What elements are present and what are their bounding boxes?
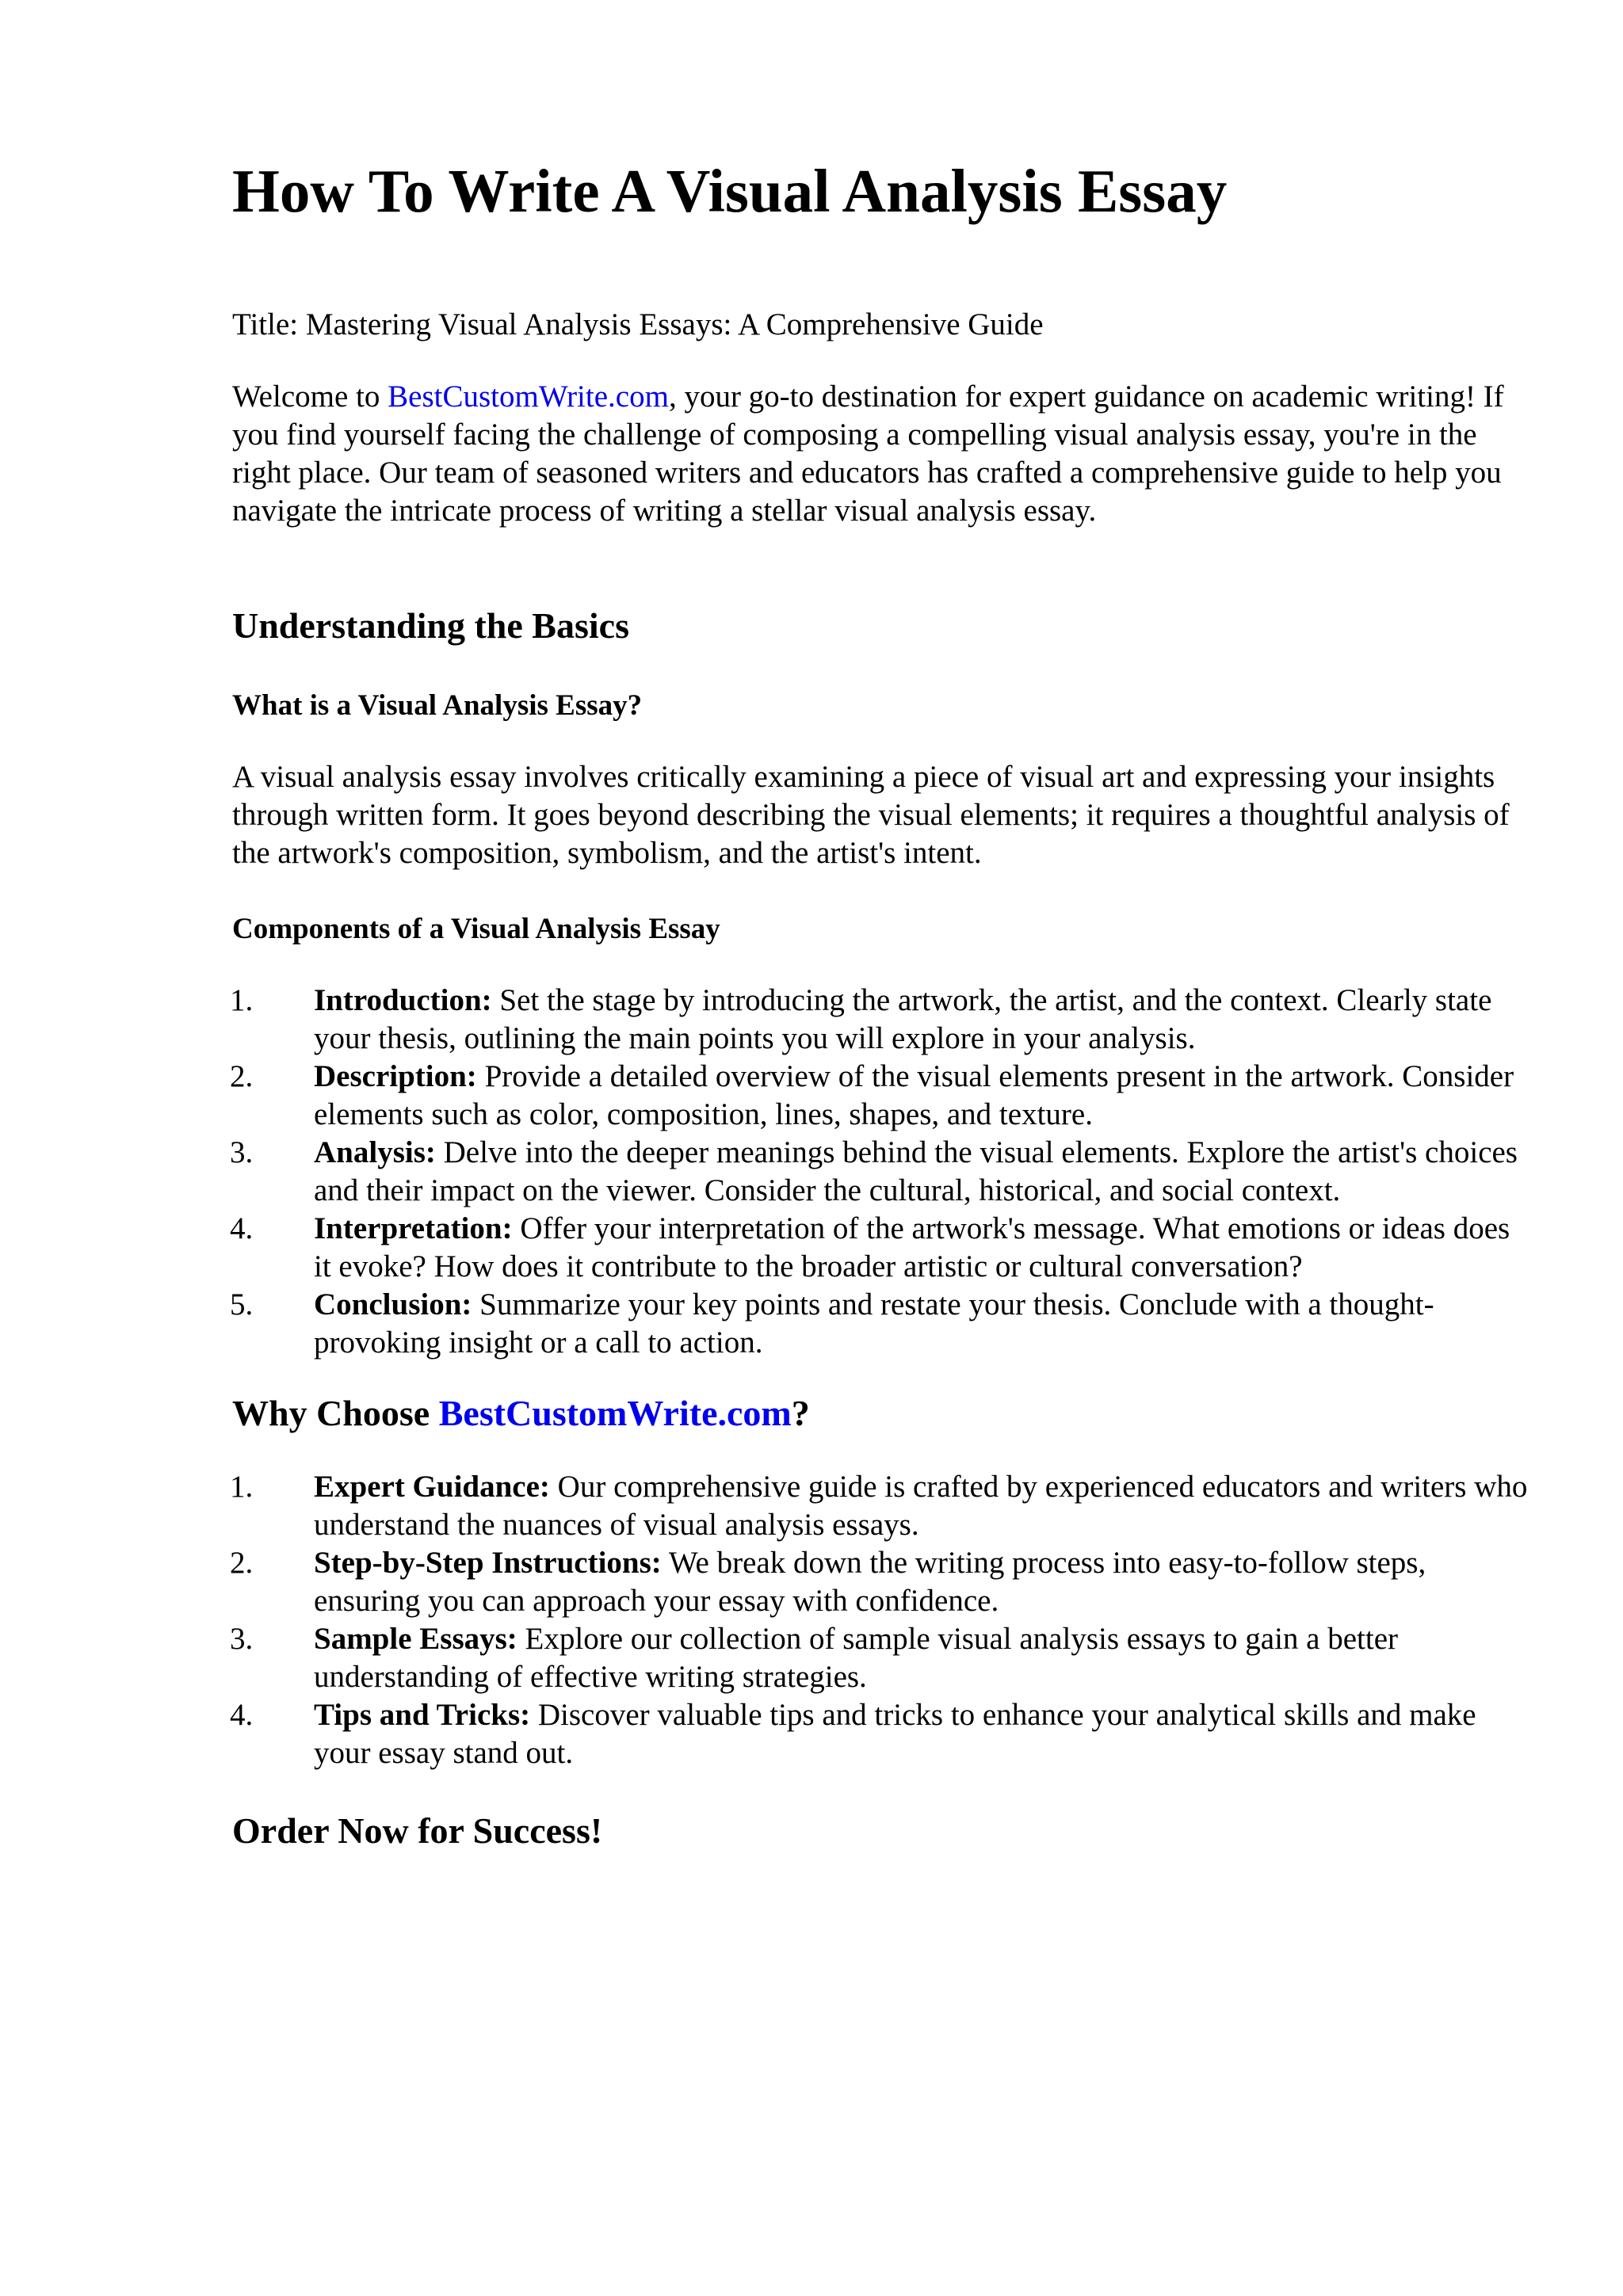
intro-prefix: Welcome to (232, 379, 388, 414)
list-item-text: Offer your interpretation of the artwork's message. What emotions or ideas does it evoke? How does it contribute to the broader artistic or cultural conversation? (314, 1211, 1510, 1283)
list-item: 2. Step-by-Step Instructions: We break down the writing process into easy-to-follow steps, ensuring you can approach your essay with confidence. (230, 1546, 1426, 1618)
list-item-text: Summarize your key points and restate your thesis. Conclude with a thought-provoking insight or a call to action. (314, 1287, 1434, 1360)
list-item: 4. Tips and Tricks: Discover valuable tips and tricks to enhance your analytical skills and make your essay stand out. (230, 1698, 1476, 1770)
reasons-list (232, 1468, 1532, 1772)
list-item-label: Description: (314, 1059, 477, 1093)
list-item-label: Sample Essays: (314, 1622, 517, 1656)
list-item-text: Discover valuable tips and tricks to enhance your analytical skills and make your essay stand out. (314, 1698, 1476, 1770)
list-item-label: Interpretation: (314, 1211, 513, 1245)
components-list (232, 982, 1532, 1362)
list-item-text: Delve into the deeper meanings behind the visual elements. Explore the artist's choices and their impact on the viewer. Consider the cultural, historical, and social context. (314, 1135, 1518, 1207)
list-item-text: Our comprehensive guide is crafted by experienced educators and writers who understand the nuances of visual analysis essays. (314, 1470, 1528, 1542)
list-item-label: Analysis: (314, 1135, 436, 1169)
list-item: 1. Introduction: Set the stage by introducing the artwork, the artist, and the context. Clearly state your thesis, outlining the main points you will explore in your analysis. (230, 983, 1492, 1055)
heading-order-now: Order Now for Success! (232, 1810, 603, 1851)
heading-why-choose (232, 1391, 810, 1436)
list-item: 3. Sample Essays: Explore our collection of sample visual analysis essays to gain a better understanding of effective writing strategies. (230, 1622, 1398, 1694)
why-heading-prefix: Why Choose (232, 1393, 439, 1433)
list-item-label: Conclusion: (314, 1287, 472, 1322)
list-item-label: Step-by-Step Instructions: (314, 1546, 662, 1580)
subheading-what-is: What is a Visual Analysis Essay? (232, 689, 643, 722)
list-item-text: Explore our collection of sample visual analysis essays to gain a better understanding of effective writing strategies. (314, 1622, 1398, 1694)
intro-paragraph (232, 378, 1532, 530)
list-item: 1. Expert Guidance: Our comprehensive guide is crafted by experienced educators and writers who understand the nuances of visual analysis essays. (230, 1470, 1528, 1542)
why-heading-site-link[interactable]: BestCustomWrite.com (438, 1393, 792, 1433)
subheading-components: Components of a Visual Analysis Essay (232, 913, 720, 945)
list-item-text: Set the stage by introducing the artwork, the artist, and the context. Clearly state your thesis, outlining the main points you will explore in your analysis. (314, 983, 1492, 1055)
intro-site-link[interactable]: BestCustomWrite.com (388, 379, 669, 414)
page-title: How To Write A Visual Analysis Essay (232, 157, 1228, 225)
intro-rest: , your go-to destination for expert guidance on academic writing! If you find yourself facing the challenge of composing a compelling visual analysis essay, you're in the right place. Our team of seasoned writers and educators has crafted a comprehensive guide to help you navigate the intricate process of writing a stellar visual analysis essay. (232, 379, 1504, 528)
heading-understanding-basics: Understanding the Basics (232, 605, 629, 646)
subtitle-line: Title: Mastering Visual Analysis Essays: A Comprehensive Guide (232, 307, 1044, 341)
list-item: 5. Conclusion: Summarize your key points and restate your thesis. Conclude with a thought-provoking insight or a call to action. (230, 1287, 1434, 1360)
list-item-label: Expert Guidance: (314, 1470, 550, 1504)
why-heading-suffix: ? (791, 1393, 810, 1433)
list-item-label: Tips and Tricks: (314, 1698, 531, 1732)
list-item: 2. Description: Provide a detailed overview of the visual elements present in the artwork. Consider elements such as color, composition, lines, shapes, and texture. (230, 1059, 1514, 1131)
what-is-paragraph: A visual analysis essay involves critically examining a piece of visual art and expressing your insights through written form. It goes beyond describing the visual elements; it requires a thoughtful analysis of the artwork's composition, symbolism, and the artist's intent. (232, 760, 1510, 870)
list-item: 4. Interpretation: Offer your interpretation of the artwork's message. What emotions or ideas does it evoke? How does it contribute to the broader artistic or cultural conversation? (230, 1211, 1510, 1283)
list-item-text: Provide a detailed overview of the visual elements present in the artwork. Consider elements such as color, composition, lines, shapes, and texture. (314, 1059, 1514, 1131)
list-item-text: We break down the writing process into easy-to-follow steps, ensuring you can approach your essay with confidence. (314, 1546, 1426, 1618)
list-item: 3. Analysis: Delve into the deeper meanings behind the visual elements. Explore the artist's choices and their impact on the viewer. Consider the cultural, historical, and social context. (230, 1135, 1518, 1207)
list-item-label: Introduction: (314, 983, 492, 1017)
